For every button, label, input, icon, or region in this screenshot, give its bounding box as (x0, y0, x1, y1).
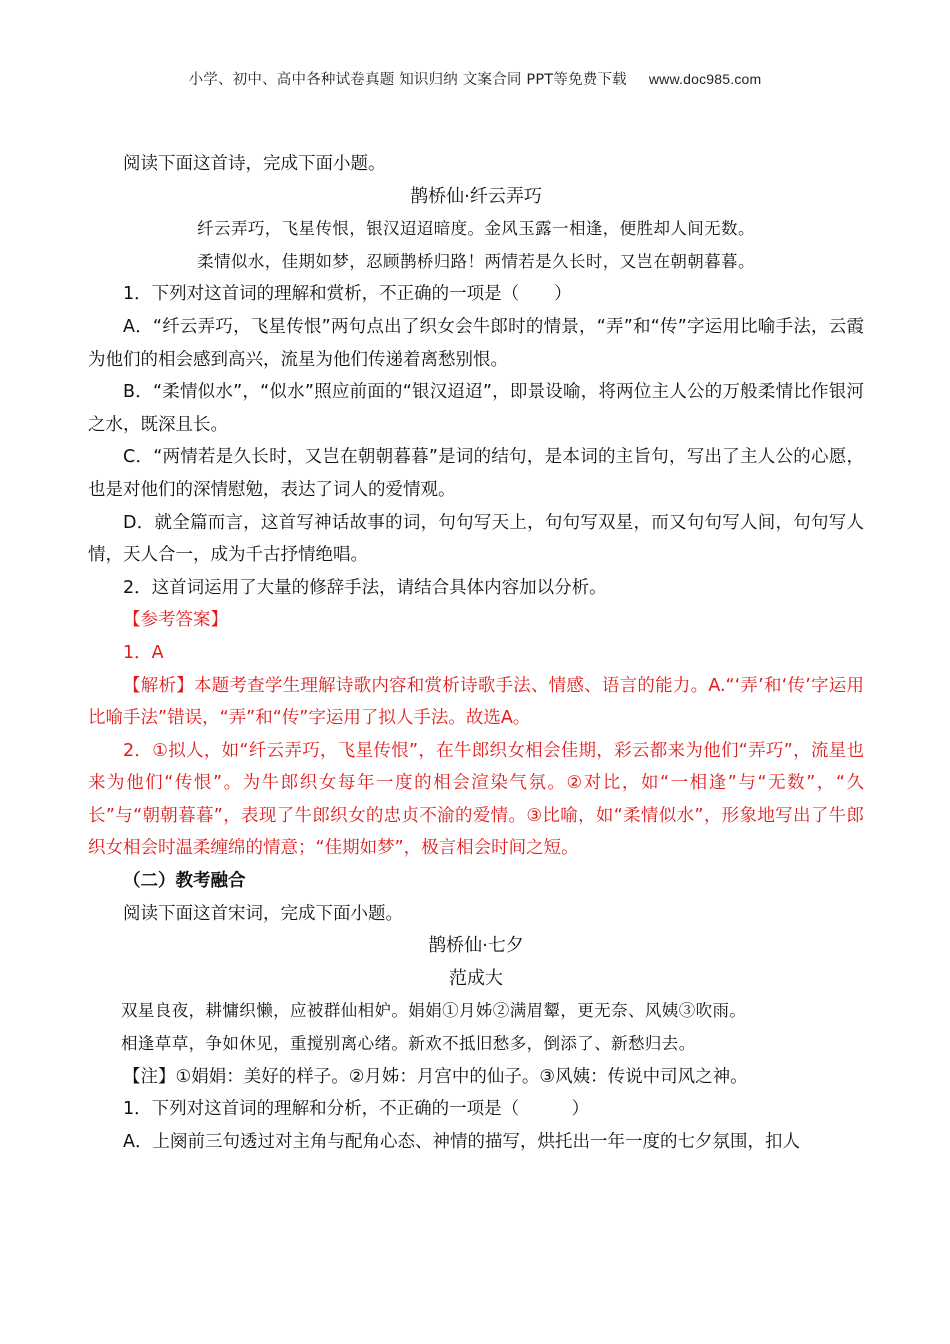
poem2-author: 范成大 (449, 967, 503, 989)
header-text: 小学、初中、高中各种试卷真题 知识归纳 文案合同 PPT等免费下载 (188, 72, 627, 88)
analysis: 【解析】本题考查学生理解诗歌内容和赏析诗歌手法、情感、语言的能力。A.“‘弄’和‘传’字运用比喻手法”错误，“弄”和“传”字运用了拟人手法。故选A。 (88, 675, 864, 729)
poem2-line-1: 双星良夜，耕慵织懒，应被群仙相妒。娟娟①月姊②满眉颦，更无奈、风姨③吹雨。 (121, 1001, 747, 1021)
section2-question-1: 1．下列对这首词的理解和分析，不正确的一项是（ ） (123, 1099, 590, 1120)
option-d: D．就全篇而言，这首写神话故事的词，句句写天上，句句写双星，而又句句写人间，句句写人情，天人合一，成为千古抒情绝唱。 (88, 512, 864, 566)
poem1-title: 鹊桥仙·纤云弄巧 (410, 185, 542, 207)
page-header (0, 68, 950, 89)
question-1: 1．下列对这首词的理解和赏析，不正确的一项是（ ） (123, 284, 572, 305)
option-c: C．“两情若是久长时，又岂在朝朝暮暮”是词的结句，是本词的主旨句，写出了主人公的心愿，也是对他们的深情慰勉，表达了词人的爱情观。 (88, 447, 864, 500)
section2-intro: 阅读下面这首宋词，完成下面小题。 (123, 903, 403, 924)
poem1-line-2: 柔情似水，佳期如梦，忍顾鹊桥归路！两情若是久长时，又岂在朝朝暮暮。 (197, 251, 755, 271)
option-b: B．“柔情似水”，“似水”照应前面的“银汉迢迢”，即景设喻，将两位主人公的万般柔情比作银河之水，既深且长。 (88, 382, 864, 435)
poem2-line-2: 相逢草草，争如休见，重搅别离心绪。新欢不抵旧愁多，倒添了、新愁归去。 (121, 1034, 696, 1054)
section1-intro: 阅读下面这首诗，完成下面小题。 (123, 154, 386, 174)
poem2-note: 【注】①娟娟：美好的样子。②月姊：月宫中的仙子。③风姨：传说中司风之神。 (123, 1066, 748, 1087)
section2-option-a: A．上阕前三句透过对主角与配角心态、神情的描写，烘托出一年一度的七夕氛围，扣人 (123, 1131, 800, 1152)
answer-label: 【参考答案】 (123, 610, 228, 631)
option-a: A．“纤云弄巧，飞星传恨”两句点出了织女会牛郎时的情景，“弄”和“传”字运用比喻手法，云霞为他们的相会感到高兴，流星为他们传递着离愁别恨。 (88, 316, 864, 370)
section2-heading: （二）教考融合 (123, 871, 246, 892)
answer-2: 2．①拟人，如“纤云弄巧，飞星传恨”，在牛郎织女相会佳期，彩云都来为他们“弄巧”，流星也来为他们“传恨”。为牛郎织女每年一度的相会渲染气氛。②对比，如“一相逢”与“无数”，“久长”与“朝朝暮暮”，表现了牛郎织女的忠贞不渝的爱情。③比喻，如“柔情似水”，形象地写出了牛郎织女相会时温柔缠绵的情意；“佳期如梦”，极言相会时间之短。 (88, 740, 864, 859)
poem2-title: 鹊桥仙·七夕 (428, 935, 524, 957)
question-2: 2．这首词运用了大量的修辞手法，请结合具体内容加以分析。 (123, 577, 607, 598)
document-body (88, 148, 864, 1158)
answer-1: 1．A (123, 642, 164, 663)
poem1-line-1: 纤云弄巧，飞星传恨，银汉迢迢暗度。金风玉露一相逢，便胜却人间无数。 (197, 219, 755, 239)
header-site[interactable]: www.doc985.com (648, 71, 762, 87)
